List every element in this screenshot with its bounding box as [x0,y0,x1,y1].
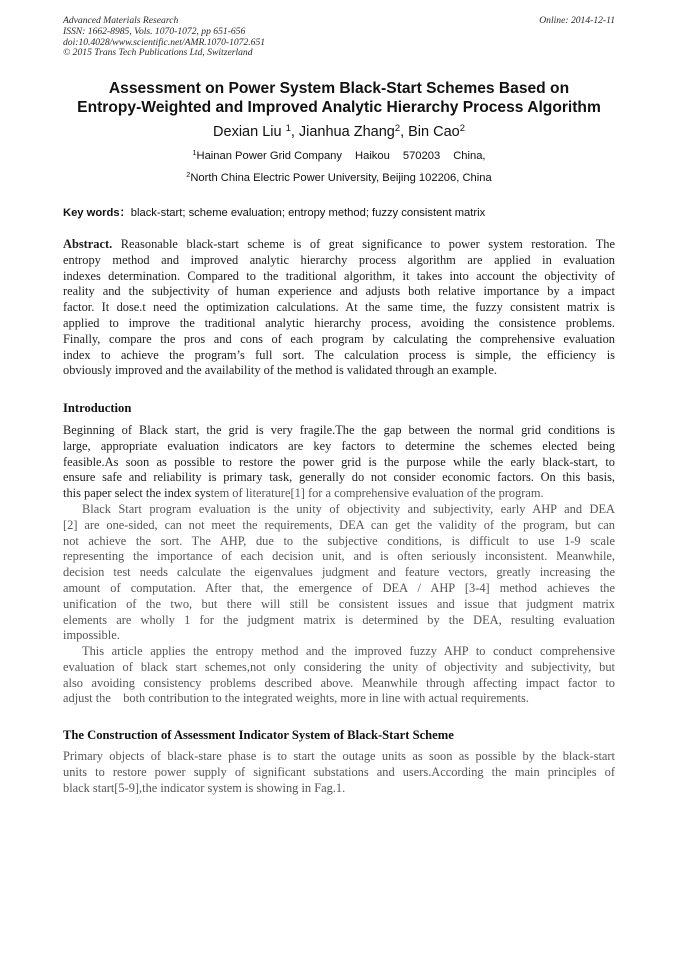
keywords-text: black-start; scheme evaluation; entropy method; fuzzy consistent matrix [130,207,486,219]
paragraph-line: ensure safe and reliability is primary task, generally do not consider economic factors. On this basis, [63,470,615,485]
paragraph-line: large, appropriate evaluation indicators are key factors to determine the schemes elected being [63,438,615,453]
abstract-label: Abstract. [63,237,113,251]
abstract-line: reality and the subjectivity of human experience and adjusts both relative importance by a impact [63,284,615,299]
section-heading-introduction: Introduction [63,401,132,415]
author-separator: , [290,124,299,140]
copyright-line: © 2015 Trans Tech Publications Ltd, Switzerland [63,47,253,59]
introduction-paragraph-2 [63,502,615,644]
paragraph-line: black start[5-9],the indicator system is showing in Fag.1. [63,780,346,795]
construction-paragraph-1 [63,749,615,796]
abstract-line: entropy method and improved analytic hierarchy process algorithm are applied in evaluation [63,252,615,267]
paragraph-line: adjust the both contribution to the integrated weights, more in line with actual requirements. [63,691,529,706]
abstract-first-line-text: Reasonable black-start scheme is of great significance to power system restoration. The [112,237,615,251]
author-name: Jianhua Zhang [298,124,395,140]
title-line-2: Entropy-Weighted and Improved Analytic Hierarchy Process Algorithm [77,99,601,116]
paragraph-line: Primary objects of black-stare phase is to start the outage units as soon as possible by the black-start [63,749,615,763]
paragraph-line: Black Start program evaluation is the unity of objectivity and subjectivity, early AHP and DEA [82,502,615,516]
paragraph-line: feasible.As soon as possible to restore the power grid is the purpose while the early black-start, to [63,454,615,469]
keywords-label: Key words： [63,207,131,219]
author-separator: , [400,124,409,140]
paragraph-line [63,486,615,502]
affiliation-org: Hainan Power Grid Company [196,150,343,162]
paragraph-line: Beginning of Black start, the grid is very fragile.The the gap between the normal grid conditions is [63,423,615,437]
title-line-1: Assessment on Power System Black-Start Schemes Based on [108,80,570,97]
paragraph-line: impossible. [63,628,120,643]
online-date: Online: 2014-12-11 [539,15,615,26]
abstract-line: obviously improved and the availability of the method is validated through an example. [63,363,497,378]
abstract-line: factor. It dose.t need the optimization calculations. At the same time, the fuzzy consistent matrix is [63,300,615,315]
keywords [63,206,623,220]
paragraph-line: not achieve the sort. The AHP, due to the subjective conditions, is difficult to use 1-9 scale [63,533,615,548]
author-name: Dexian Liu [213,124,282,140]
affiliation-city: Haikou [355,150,390,162]
paragraph-line: evaluation of black start schemes,not only considering the unity of objectivity and subjectivity, but [63,659,615,674]
paragraph-line: units to restore power supply of significant substations and users.According the main principles of [63,764,615,779]
author-affiliation-marker: 2 [394,121,401,133]
paragraph-line: amount of computation. After that, the emergence of DEA / AHP [3-4] method achieves the [63,580,615,595]
journal-name: Advanced Materials Research [63,15,179,26]
affiliation-marker: 2 [186,170,191,179]
abstract-line: index to achieve the program’s full sort. The calculation process is simple, the efficiency is [63,347,615,362]
affiliation-text: North China Electric Power University, Beijing 102206, China [190,172,492,184]
paragraph-line: elements are wholly 1 for the judgment matrix is determined by the DEA, resulting evaluation [63,612,615,627]
affiliation-1 [40,149,638,163]
paragraph-line: representing the importance of each decision unit, and is often seriously inconsistent. Meanwhile, [63,549,615,564]
affiliation-country: China, [453,150,486,162]
abstract-line: applied to improve the traditional analytic hierarchy process, avoiding the consistence problems. [63,315,615,330]
abstract-line: Finally, compare the pros and cons of each program by calculating the comprehensive evaluation [63,331,615,346]
paragraph-line: decision test needs calculate the eigenvalues judgment and feature vectors, greatly increasing the [63,565,615,580]
paragraph-line: unification of the two, but there will still be consistent issues and issue that judgment matrix [63,596,615,611]
introduction-paragraph-3 [63,644,615,707]
section-heading-construction: The Construction of Assessment Indicator System of Black-Start Scheme [63,728,454,742]
author-affiliation-marker: 1 [285,121,291,133]
author-name: Bin Cao [408,124,460,140]
paragraph-line: This article applies the entropy method and the improved fuzzy AHP to conduct comprehensive [82,644,615,658]
abstract-line [63,237,615,253]
paragraph-line: [2] are one-sided, can not meet the requirements, DEA can get the validity of the program, but can [63,517,615,532]
abstract-line: indexes determination. Compared to the traditional algorithm, it takes into account the objectivity of [63,268,615,283]
introduction-paragraph-1 [63,423,615,502]
author-list [40,123,638,141]
paragraph-line-dark: this paper select the index sys [63,486,211,501]
affiliation-marker: 1 [192,148,197,157]
paragraph-line: also avoiding consistency problems described above. Meanwhile through affecting impact factor to [63,675,615,690]
affiliation-2 [40,171,638,185]
doi-line: doi:10.4028/www.scientific.net/AMR.1070-1072.651 [63,36,266,48]
paper-title [40,79,638,117]
paragraph-line-gray: tem of literature[1] for a comprehensive evaluation of the program. [210,486,544,501]
affiliation-zip: 570203 [402,150,441,162]
issn-line: ISSN: 1662-8985, Vols. 1070-1072, pp 651-656 [63,25,246,37]
abstract [63,237,615,379]
journal-header [63,16,483,59]
author-affiliation-marker: 2 [459,121,465,133]
